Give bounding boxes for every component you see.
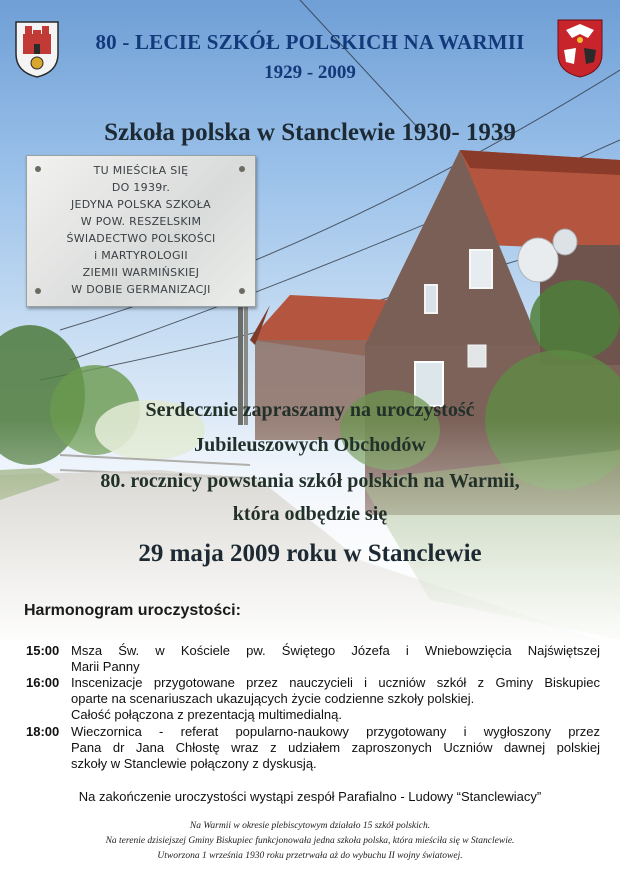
footnote: Na terenie dzisiejszej Gminy Biskupiec funkcjonowała jedna szkoła polska, która mieściła się w Stanclewie. [105,836,515,846]
invitation-line: 80. rocznicy powstania szkół polskich na Warmii, [100,470,520,492]
schedule-time: 18:00 [26,724,60,739]
schedule-heading: Harmonogram uroczystości: [24,602,241,619]
schedule-time: 16:00 [26,675,60,690]
plaque-line: TU MIEŚCIŁA SIĘ [93,164,189,177]
schedule-description [71,724,600,772]
anniversary-years: 1929 - 2009 [264,62,356,83]
plaque-line: W POW. RESZELSKIM [80,215,202,228]
schedule-line: Msza Św. w Kościele pw. Świętego Józefa i Wniebowzięcia Najświętszej [71,643,600,658]
footnote: Na Warmii w okresie plebiscytowym działało 15 szkół polskich. [189,821,431,831]
invitation-line: która odbędzie się [232,503,388,525]
plaque-line: JEDYNA POLSKA SZKOŁA [71,198,211,211]
schedule-description [71,643,600,675]
plaque-line: DO 1939r. [111,181,171,194]
plaque-line: i MARTYROLOGII [94,249,188,262]
schedule-line: szkoły w Stanclewie połączony z dyskusją. [71,756,317,771]
schedule-line: Wieczornica - referat popularno-naukowy przygotowany i wygłoszony przez [71,724,600,739]
schedule-line: Marii Panny [71,659,140,674]
schedule-line: oparte na scenariuszach ukazujących życie codzienne szkoły polskiej. [71,691,475,706]
footnote: Utworzona 1 września 1930 roku przetrwała aż do wybuchu II wojny światowej. [157,851,463,861]
schedule-line: Pana dr Jana Chłostę wraz z udziałem zaproszonych Uczniów dawnej polskiej [71,740,600,755]
plaque-line: ZIEMII WARMIŃSKIEJ [82,266,200,279]
poster-title: 80 - LECIE SZKÓŁ POLSKICH NA WARMII [95,30,525,54]
memorial-plaque [26,155,256,307]
invitation-line: Jubileuszowych Obchodów [194,434,426,456]
schedule-time: 15:00 [26,643,60,658]
headline: Szkoła polska w Stanclewie 1930- 1939 [104,119,516,146]
schedule-line: Całość połączona z prezentacją multimedialną. [71,707,342,722]
plaque-line: W DOBIE GERMANIZACJI [71,283,211,296]
schedule-line: Inscenizacje przygotowane przez nauczycieli i uczniów szkół z Gminy Biskupiec [71,675,600,690]
plaque-line: ŚWIADECTWO POLSKOŚCI [66,232,216,245]
invitation-line: Serdecznie zapraszamy na uroczystość [145,399,475,421]
schedule-description [71,675,600,723]
closing-note: Na zakończenie uroczystości wystąpi zespół Parafialno - Ludowy “Stanclewiacy” [78,789,542,804]
event-date: 29 maja 2009 roku w Stanclewie [138,540,482,567]
